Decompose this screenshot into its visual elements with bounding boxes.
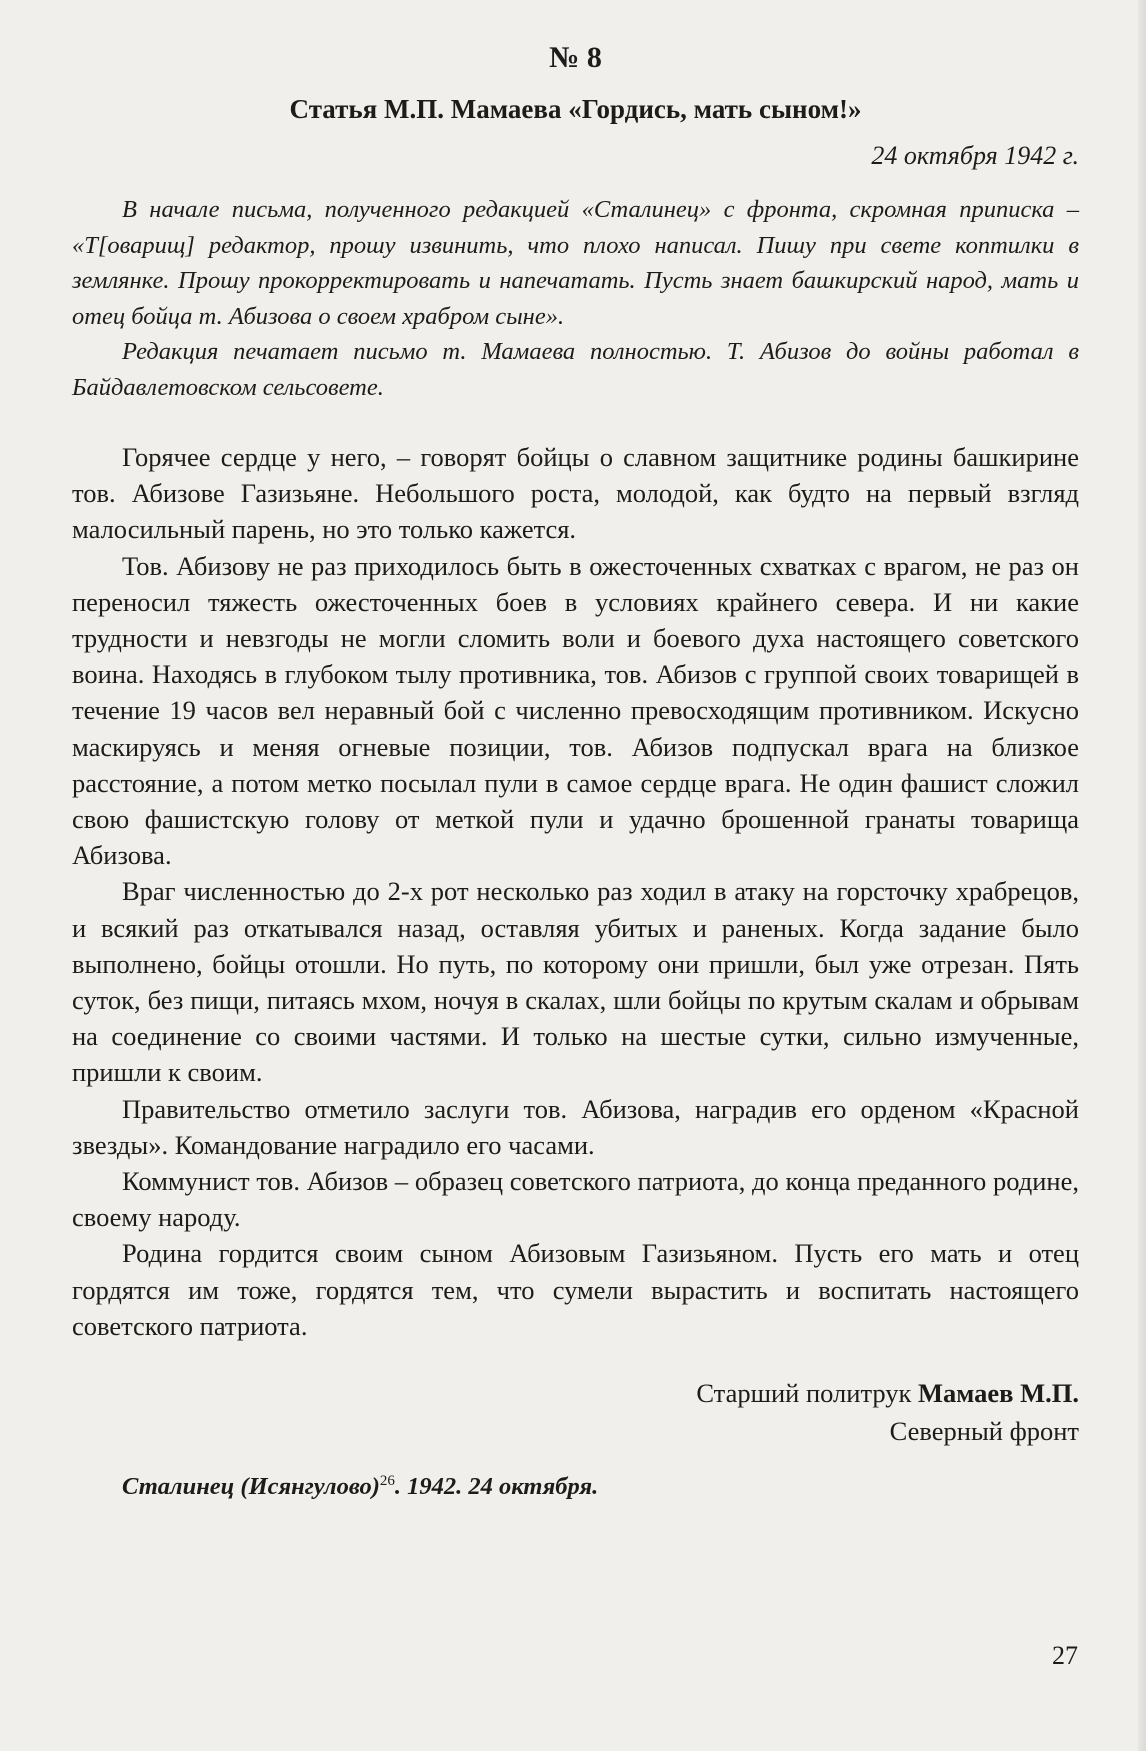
body-paragraph: Коммунист тов. Абизов – образец советского патриота, до конца преданного родине, своему народу.: [72, 1166, 1079, 1233]
signature-unit: Северный фронт: [889, 1416, 1079, 1447]
intro-paragraph: Редакция печатает письмо т. Мамаева полностью. Т. Абизов до войны работал в Байдавлетовском сельсовете.: [72, 338, 1079, 401]
signature-rank: Старший политрук: [696, 1378, 919, 1409]
source-details: . 1942. 24 октября.: [394, 1473, 599, 1501]
body-paragraph: Тов. Абизову не раз приходилось быть в ожесточенных схватках с врагом, не раз он переносил тяжесть ожесточенных боев в условиях крайнего севера. И ни какие трудности и невзгоды не могли сломить воли и боевого духа настоящего советского воина. Находясь в глубоком тылу противника, тов. Абизов с группой своих товарищей в течение 19 часов вел неравный бой с численно превосходящим противником. Искусно маскируясь и меняя огневые позиции, тов. Абизов подпускал врага на близкое расстояние, а потом метко посылал пули в самое сердце врага. Не один фашист сложил свою фашистскую голову от меткой пули и удачно брошенной гранаты товарища Абизова.: [72, 550, 1079, 871]
document-number: № 8: [549, 41, 602, 74]
signature-name: Мамаев М.П.: [918, 1378, 1079, 1409]
page-number: 27: [1052, 1641, 1078, 1670]
body-paragraph: Горячее сердце у него, – говорят бойцы о славном защитнике родины башкирине тов. Абизове Газизьяне. Небольшого роста, молодой, как будто на первый взгляд малосильный парень, но это только кажется.: [72, 442, 1079, 545]
body-paragraph: Враг численностью до 2-х рот несколько раз ходил в атаку на горсточку храбрецов, и всякий раз откатывался назад, оставляя убитых и раненых. Когда задание было выполнено, бойцы отошли. Но путь, по которому они пришли, был уже отрезан. Пять суток, без пищи, питаясь мхом, ночуя в скалах, шли бойцы по крутым скалам и обрывам на соединение со своими частями. И только на шестые сутки, сильно измученные, пришли к своим.: [72, 876, 1079, 1088]
page-edge: [1138, 0, 1146, 1751]
signature-line: [72, 1374, 1079, 1412]
document-page: [72, 38, 1079, 1504]
article-body: [72, 439, 1079, 1344]
signature-block: [72, 1374, 1079, 1450]
body-paragraph: Правительство отметило заслуги тов. Абизова, наградив его орденом «Красной звезды». Командование наградило его часами.: [72, 1093, 1079, 1160]
footnote-marker[interactable]: 26: [379, 1472, 395, 1489]
document-date: 24 октября 1942 г.: [871, 141, 1079, 170]
document-title: Статья М.П. Мамаева «Гордись, мать сыном!»: [289, 94, 862, 124]
body-paragraph: Родина гордится своим сыном Абизовым Газизьяном. Пусть его мать и отец гордятся им тоже, гордятся тем, что сумели вырастить и воспитать настоящего советского патриота.: [72, 1238, 1079, 1341]
intro-paragraph: В начале письма, полученного редакцией «Сталинец» с фронта, скромная приписка – «Т[оварищ] редактор, прошу извинить, что плохо написал. Пишу при свете коптилки в землянке. Прошу прокорректировать и напечатать. Пусть знает башкирский народ, мать и отец бойца т. Абизова о своем храбром сыне».: [72, 196, 1079, 330]
source-citation: [72, 1470, 1079, 1504]
source-publication: Сталинец (Исянгулово): [122, 1473, 380, 1501]
editorial-intro: [72, 192, 1079, 405]
